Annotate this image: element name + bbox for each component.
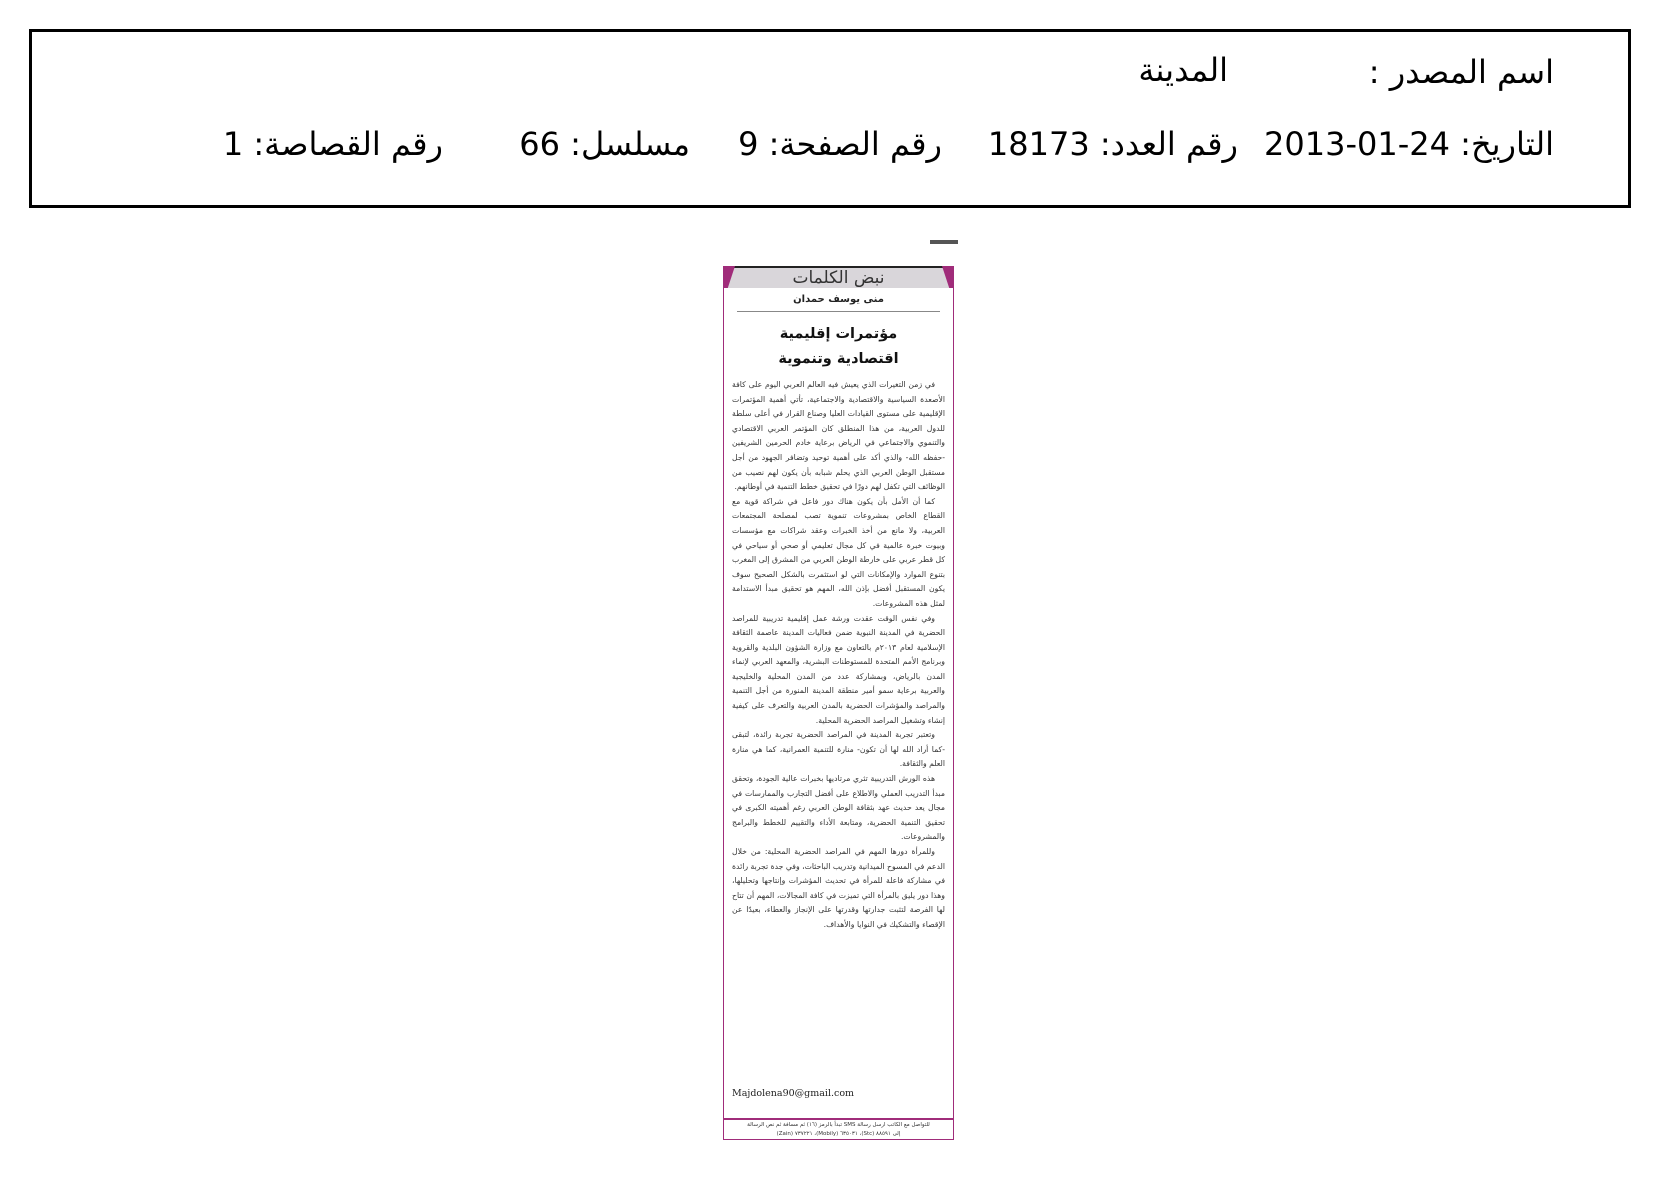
paragraph: كما أن الأمل بأن يكون هناك دور فاعل في شراكة قوية مع القطاع الخاص بمشروعات تنموية تصب لمصلحة المجتمعات العربية، ولا مانع من أخذ الخبرات وعقد شراكات مع مؤسسات وبيوت خبرة عالمية في كل مجال تعليمي أو صحي أو سياحي في كل قطر عربي على خارطة الوطن العربي من المشرق إلى المغرب بتنوع الموارد والإمكانات التي لو استثمرت بالشكل الصحيح سوف يكون المستقبل أفضل بإذن الله، المهم هو تحقيق مبدأ الاستدامة لمثل هذه المشروعات. [732, 496, 945, 608]
paragraph: وللمرأة دورها المهم في المراصد الحضرية المحلية: من خلال الدعم في المسوح الميدانية وتدريب الباحثات، وفي جدة تجربة رائدة في مشاركة فاعلة للمرأة في تحديث المؤشرات وإنتاجها وتحليلها، وهذا دور يليق بالمرأة التي تميزت في كافة المجالات، المهم أن تتاح لها الفرصة لتثبت جدارتها وقدرتها على الإنجاز والعطاء، بعيدًا عن الإقصاء والتشكيك في النوايا والأهداف. [732, 847, 945, 929]
serial-field: مسلسل: 66 [519, 125, 690, 163]
sms-note-line-2: إلى ٨٨٥٩١ (Stc)، ٦٣٥٠٣١ (Mobily)، ٧٣٧٢٢١ (Zain) [776, 1131, 901, 1137]
page-number-field: رقم الصفحة: 9 [738, 125, 942, 163]
author-email: Majdolena90@gmail.com [732, 1088, 855, 1099]
author-divider [737, 311, 940, 312]
column-header [723, 266, 954, 288]
source-value: المدينة [1138, 51, 1228, 89]
sms-note-line-1: للتواصل مع الكاتب ارسل رسالة SMS تبدأ بالرمز (١٦) ثم مسافة ثم نص الرسالة [747, 1122, 930, 1128]
article-headline [723, 322, 954, 372]
issue-number-field: رقم العدد: 18173 [987, 125, 1238, 163]
headline-line-2: اقتصادية وتنموية [778, 351, 899, 367]
paragraph: هذه الورش التدريبية تثري مرتاديها بخبرات عالية الجودة، وتحقق مبدأ التدريب العملي والاطلاع على أفضل التجارب والممارسات في مجال يعد حديث عهد بثقافة الوطن العربي رغم أهميته الكبرى في تحقيق التنمية الحضرية، ومتابعة الأداء والتقييم للخطط والبرامج والمشروعات. [732, 774, 945, 842]
author-name: منى يوسف حمدان [793, 294, 884, 305]
column-top-mark [930, 240, 958, 244]
clip-number-field: رقم القصاصة: 1 [222, 125, 443, 163]
paragraph: في زمن التغيرات الذي يعيش فيه العالم العربي اليوم على كافة الأصعدة السياسية والاقتصادية والاجتماعية، تأتي أهمية المؤتمرات الإقليمية على مستوى القيادات العليا وصناع القرار في أعلى سلطة للدول العربية، من هذا المنطلق كان المؤتمر العربي الاقتصادي والتنموي والاجتماعي في الرياض برعاية خادم الحرمين الشريفين -حفظه الله- والذي أكد على أهمية توحيد وتضافر الجهود من أجل مستقبل الوطن العربي الذي يحلم شبابه بأن يكون لهم نصيب من الوظائف التي تكفل لهم دورًا في تحقيق خطط التنمية في أوطانهم. [732, 380, 945, 492]
paragraph: وتعتبر تجربة المدينة في المراصد الحضرية تجربة رائدة، لتبقى -كما أراد الله لها أن تكون- منارة للتنمية العمرانية، كما هي منارة العلم والثقافة. [732, 730, 945, 769]
article-body [732, 378, 945, 933]
paragraph: وفي نفس الوقت عقدت ورشة عمل إقليمية تدريبية للمراصد الحضرية في المدينة النبوية ضمن فعاليات المدينة عاصمة الثقافة الإسلامية لعام ٢٠١٣م بالتعاون مع وزارة الشؤون البلدية والقروية وبرنامج الأمم المتحدة للمستوطنات البشرية، والمعهد العربي لإنماء المدن بالرياض، وبمشاركة عدد من المدن المحلية والخليجية والعربية برعاية سمو أمير منطقة المدينة المنورة من أجل التنمية والمراصد والمؤشرات الحضرية بالمدن العربية والتعرف على كيفية إنشاء وتشغيل المراصد الحضرية المحلية. [732, 613, 945, 725]
column-title: نبض الكلمات [792, 268, 885, 288]
newspaper-clipping [723, 266, 954, 1141]
source-label: اسم المصدر : [1368, 53, 1554, 91]
sms-contact-note [723, 1118, 954, 1140]
date-field: التاريخ: 24-01-2013 [1264, 125, 1554, 163]
clipping-info-box [29, 29, 1631, 208]
headline-line-1: مؤتمرات إقليمية [779, 326, 898, 342]
